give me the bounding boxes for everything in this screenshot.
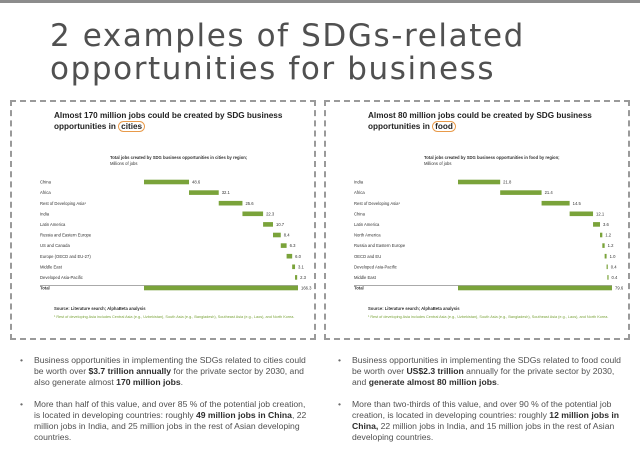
category-label: Africa <box>40 190 51 196</box>
bullet-emphasis: $3.7 trillion annually <box>88 366 172 377</box>
bullet-dot: • <box>20 355 24 365</box>
value-label: 1.2 <box>607 243 614 249</box>
slide-title-line1: 2 examples of SDGs-related <box>50 18 525 54</box>
value-label: 2.3 <box>300 275 306 280</box>
chart-source: Source: Literature search; AlphaBeta analysis <box>54 306 146 311</box>
category-label: OECD and EU <box>354 253 382 259</box>
chart-subtitle-unit: Millions of jobs <box>110 161 138 166</box>
chart-title-highlight: food <box>432 121 456 132</box>
value-label: 21.8 <box>503 179 512 185</box>
bullet-emphasis: 170 million jobs <box>116 377 181 388</box>
chart-subtitle <box>424 155 624 167</box>
slide-title-line2: opportunities for business <box>50 51 496 87</box>
cities-waterfall-svg <box>12 102 314 338</box>
bar-3 <box>242 212 263 217</box>
category-label: North America <box>354 232 381 238</box>
bar-10 <box>458 286 612 291</box>
bullet-text: Business opportunities in implementing the SDGs related to cities could be worth over <box>34 355 306 377</box>
value-label: 6.3 <box>289 243 296 249</box>
category-label: Developed Asia-Pacific <box>40 275 83 280</box>
value-label: 22.3 <box>266 211 275 217</box>
bar-8 <box>292 265 295 270</box>
food-chart-panel <box>324 100 630 340</box>
bullet-dot: • <box>338 355 342 365</box>
category-label: Rest of Developing Asia¹ <box>354 200 400 206</box>
bullet-emphasis: 12 million jobs in China, <box>352 409 620 432</box>
category-label: Russia and Eastern Europe <box>354 243 406 249</box>
category-label: India <box>354 179 364 185</box>
category-label: Total <box>40 285 50 291</box>
bullet-text: 22 million jobs in India, and 15 million jobs in the rest of Asian developing countries. <box>352 421 615 443</box>
chart-subtitle-bold: Total jobs created by SDG business opportunities in cities by region; <box>110 155 248 160</box>
value-label: 6.0 <box>295 253 301 259</box>
bar-0 <box>458 180 500 185</box>
chart-title-highlight: cities <box>118 121 145 132</box>
value-label: 32.1 <box>221 190 230 196</box>
value-label: 14.5 <box>572 200 581 206</box>
category-label: China <box>354 211 365 217</box>
chart-subtitle <box>110 155 310 167</box>
bullet-text: annually for the private sector by 2030, and <box>352 366 615 388</box>
category-label: Rest of Developing Asia¹ <box>40 200 86 206</box>
bar-7 <box>605 254 607 259</box>
category-label: US and Canada <box>40 243 70 249</box>
bullet-dot: • <box>338 398 342 409</box>
chart-subtitle-bold: Total jobs created by SDG business opportunities in food by region; <box>424 155 560 160</box>
value-label: 0.4 <box>611 275 618 280</box>
bar-5 <box>273 233 281 238</box>
bullet-item <box>336 399 626 444</box>
bullet-emphasis: 49 million jobs in China <box>195 409 292 420</box>
bullet-text: More than half of this value, and over 85 % of the potential job creation, is located in developing countries: roughly <box>34 398 306 420</box>
cities-bullets <box>18 355 308 453</box>
value-label: 3.1 <box>298 264 304 270</box>
category-label: Developed Asia-Pacific <box>354 264 397 270</box>
bullet-dot: • <box>20 398 24 409</box>
category-label: Total <box>354 285 364 291</box>
bar-7 <box>287 254 293 259</box>
chart-footnote: ¹ Rest of developing Asia includes Central Asia (e.g., Uzbekistan), South Asia (e.g., Bangladesh), Southeast Asia (e.g., Laos), and North Korea. <box>368 315 609 319</box>
category-label: Middle East <box>354 275 376 280</box>
bar-4 <box>263 222 273 227</box>
value-label: 166.3 <box>301 285 312 291</box>
bar-6 <box>602 243 604 248</box>
value-label: 25.6 <box>245 200 254 206</box>
bar-5 <box>600 233 602 238</box>
chart-footnote: ¹ Rest of developing Asia includes Central Asia (e.g., Uzbekistan), South Asia (e.g., Bangladesh), Southeast Asia (e.g., Laos), and North Korea. <box>54 315 295 319</box>
bar-2 <box>219 201 243 206</box>
chart-title-text: Almost 80 million jobs could be created by SDG business opportunities in <box>368 111 592 131</box>
category-label: Africa <box>354 190 365 196</box>
bar-0 <box>144 180 189 185</box>
bar-3 <box>570 212 593 217</box>
bullet-item <box>336 355 626 389</box>
value-label: 79.6 <box>615 285 624 291</box>
bar-9 <box>607 275 608 280</box>
value-label: 10.7 <box>275 222 285 227</box>
cities-chart-panel <box>10 100 316 340</box>
bullet-emphasis: US$2.3 trillion <box>406 366 464 377</box>
bullet-emphasis: generate almost 80 million jobs <box>368 377 497 388</box>
bar-10 <box>144 286 298 291</box>
bullet-text: More than two-thirds of this value, and over 90 % of the potential job creation, is located in developing countries: roughly <box>352 398 612 420</box>
chart-title <box>54 110 284 132</box>
value-label: 0.4 <box>610 264 617 270</box>
chart-subtitle-unit: Millions of jobs <box>424 161 452 166</box>
top-rule <box>0 0 640 3</box>
chart-source: Source: Literature search; AlphaBeta analysis <box>368 306 460 311</box>
bar-4 <box>593 222 600 227</box>
category-label: Latin America <box>40 222 66 227</box>
value-label: 1.0 <box>609 253 616 259</box>
food-chart <box>326 102 628 338</box>
value-label: 12.1 <box>596 211 605 217</box>
bar-1 <box>189 190 219 195</box>
category-label: Russia and Eastern Europe <box>40 232 92 238</box>
category-label: India <box>40 211 50 217</box>
bullet-item <box>18 399 308 444</box>
bullet-text: . <box>180 377 184 388</box>
food-bullets <box>336 355 626 453</box>
bar-1 <box>500 190 541 195</box>
bullet-text: Business opportunities in implementing the SDGs related to food could be worth over <box>352 355 621 377</box>
bullet-text: , 22 million jobs in India, and 25 million jobs in the rest of Asian developing countries. <box>34 409 307 443</box>
bullet-item <box>18 355 308 389</box>
value-label: 3.6 <box>603 222 609 227</box>
cities-chart <box>12 102 314 338</box>
category-label: Europe (OECD and EU-27) <box>40 253 91 259</box>
value-label: 8.4 <box>283 232 290 238</box>
slide-title <box>50 20 525 86</box>
category-label: China <box>40 179 51 185</box>
value-label: 21.4 <box>544 190 553 196</box>
bar-9 <box>295 275 297 280</box>
value-label: 1.2 <box>605 232 612 238</box>
bar-8 <box>607 265 608 270</box>
chart-title <box>368 110 598 132</box>
food-waterfall-svg <box>326 102 628 338</box>
category-label: Latin America <box>354 222 380 227</box>
chart-title-text: Almost 170 million jobs could be created by SDG business opportunities in <box>54 111 283 131</box>
value-label: 48.6 <box>192 179 201 185</box>
bullet-text: . <box>496 377 500 388</box>
bullet-text: for the private sector by 2030, and also generate almost <box>34 366 304 388</box>
category-label: Middle East <box>40 264 62 270</box>
bar-2 <box>542 201 570 206</box>
bar-6 <box>281 243 287 248</box>
